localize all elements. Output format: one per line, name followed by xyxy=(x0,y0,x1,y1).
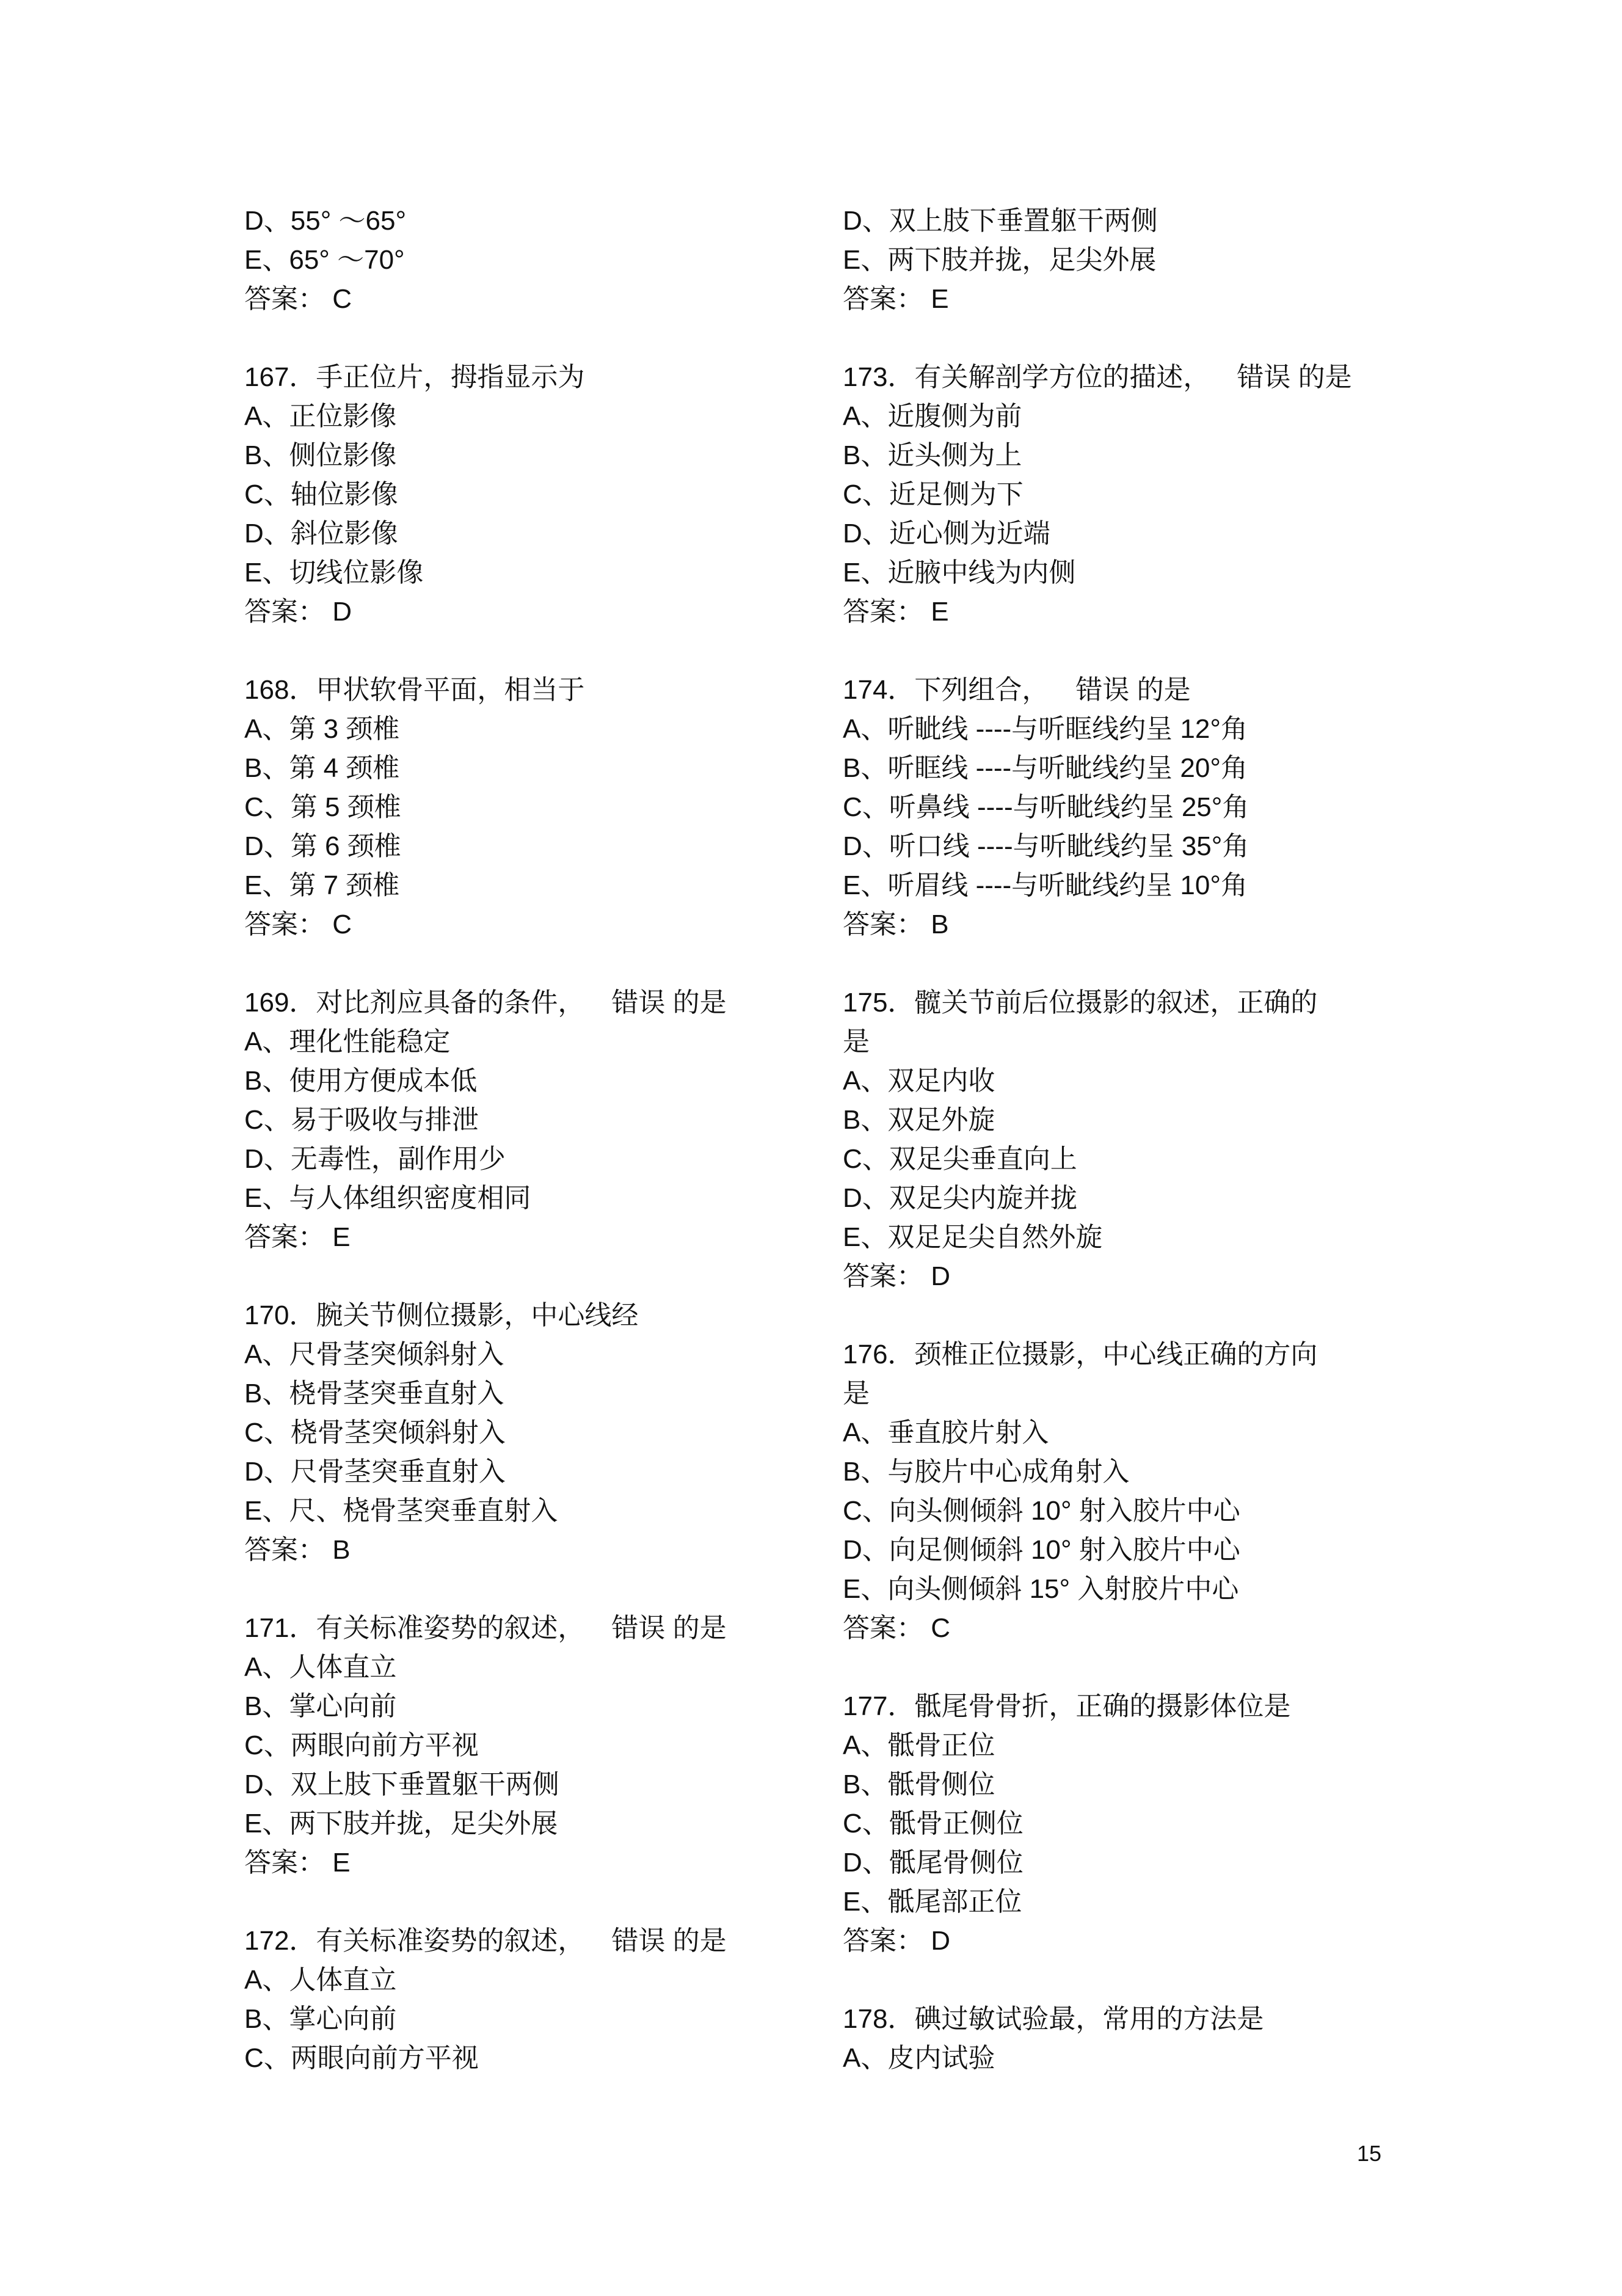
option-a: A、骶骨正位 xyxy=(843,1730,995,1760)
option-c: C、骶骨正侧位 xyxy=(843,1809,1024,1839)
option-a: A、正位影像 xyxy=(244,401,397,431)
option-d: D、双上肢下垂置躯干两侧 xyxy=(244,1769,559,1799)
question-stem xyxy=(843,1335,1392,1374)
option-c: C、易于吸收与排泄 xyxy=(244,1105,479,1135)
question-stem xyxy=(244,1609,812,1648)
option-c: C、桡骨茎突倾斜射入 xyxy=(244,1418,506,1448)
question-text: 骶尾骨骨折，正确的摄影体位是 xyxy=(914,1691,1291,1721)
option-d: D、55° ～65° xyxy=(244,206,407,236)
question-emphasis: 错误 的是 xyxy=(611,988,727,1018)
question-number: 172． xyxy=(244,1926,316,1956)
option-e: E、尺、桡骨茎突垂直射入 xyxy=(244,1496,558,1526)
option-a: A、尺骨茎突倾斜射入 xyxy=(244,1339,504,1369)
answer: 答案： D xyxy=(843,1261,950,1291)
page-number: 15 xyxy=(1357,2141,1382,2166)
option-d: D、第 6 颈椎 xyxy=(244,831,401,861)
question-number: 171． xyxy=(244,1613,316,1643)
question-text: 下列组合， xyxy=(914,675,1049,705)
question-number: 175． xyxy=(843,988,915,1018)
option-b: B、掌心向前 xyxy=(244,2004,397,2034)
question-text: 碘过敏试验最，常用的方法是 xyxy=(914,2004,1264,2034)
question-text: 手正位片，拇指显示为 xyxy=(316,362,585,392)
option-a: A、双足内收 xyxy=(843,1066,995,1096)
option-b: B、双足外旋 xyxy=(843,1105,995,1135)
answer: 答案： E xyxy=(244,1848,351,1878)
option-d: D、近心侧为近端 xyxy=(843,519,1050,548)
option-e: E、第 7 颈椎 xyxy=(244,870,400,900)
question-text: 有关标准姿势的叙述， xyxy=(316,1926,585,1956)
option-e: E、65° ～70° xyxy=(244,245,405,275)
option-c: C、近足侧为下 xyxy=(843,479,1024,509)
question-text: 腕关节侧位摄影，中心线经 xyxy=(316,1300,639,1330)
question-number: 177． xyxy=(843,1691,915,1721)
question-emphasis: 错误 的是 xyxy=(611,1613,727,1643)
option-b: B、使用方便成本低 xyxy=(244,1066,478,1096)
option-c: C、两眼向前方平视 xyxy=(244,1730,479,1760)
question-text: 髋关节前后位摄影的叙述，正确的 xyxy=(914,988,1318,1018)
option-e: E、听眉线 ----与听眦线约呈 10°角 xyxy=(843,870,1248,900)
question-172 xyxy=(244,1922,812,2078)
option-d: D、尺骨茎突垂直射入 xyxy=(244,1457,506,1487)
option-a: A、听眦线 ----与听眶线约呈 12°角 xyxy=(843,714,1248,744)
option-d: D、斜位影像 xyxy=(244,519,398,548)
question-number: 178． xyxy=(843,2004,915,2034)
answer: 答案： B xyxy=(843,909,949,939)
option-b: B、与胶片中心成角射入 xyxy=(843,1457,1130,1487)
option-e: E、骶尾部正位 xyxy=(843,1887,1022,1917)
question-emphasis: 错误 的是 xyxy=(1237,362,1352,392)
option-e: E、近腋中线为内侧 xyxy=(843,558,1076,588)
question-continuation xyxy=(244,202,812,319)
option-c: C、双足尖垂直向上 xyxy=(843,1144,1077,1174)
answer: 答案： E xyxy=(843,284,949,314)
option-a: A、人体直立 xyxy=(244,1965,397,1995)
question-174 xyxy=(843,671,1392,944)
option-a: A、近腹侧为前 xyxy=(843,401,1022,431)
answer: 答案： C xyxy=(843,1613,950,1643)
question-176 xyxy=(843,1335,1392,1648)
question-number: 169． xyxy=(244,988,316,1018)
option-d: D、向足侧倾斜 10° 射入胶片中心 xyxy=(843,1535,1240,1565)
option-e: E、与人体组织密度相同 xyxy=(244,1183,531,1213)
question-173 xyxy=(843,358,1392,632)
question-169 xyxy=(244,983,812,1257)
option-d: D、骶尾骨侧位 xyxy=(843,1848,1024,1878)
answer: 答案： E xyxy=(843,597,949,627)
option-d: D、无毒性，副作用少 xyxy=(244,1144,506,1174)
option-a: A、第 3 颈椎 xyxy=(244,714,400,744)
question-stem xyxy=(244,1296,812,1335)
option-a: A、垂直胶片射入 xyxy=(843,1418,1049,1448)
option-e: E、切线位影像 xyxy=(244,558,424,588)
option-c: C、第 5 颈椎 xyxy=(244,792,401,822)
question-167 xyxy=(244,358,812,632)
option-d: D、听口线 ----与听眦线约呈 35°角 xyxy=(843,831,1249,861)
question-stem xyxy=(244,358,812,397)
option-a: A、人体直立 xyxy=(244,1652,397,1682)
question-emphasis: 错误 的是 xyxy=(611,1926,727,1956)
option-a: A、理化性能稳定 xyxy=(244,1027,451,1057)
option-a: A、皮内试验 xyxy=(843,2043,995,2073)
question-170 xyxy=(244,1296,812,1570)
right-column xyxy=(843,202,1392,2078)
question-168 xyxy=(244,671,812,944)
question-177 xyxy=(843,1687,1392,1961)
question-number: 173． xyxy=(843,362,915,392)
question-stem-continued: 是 xyxy=(843,1379,870,1409)
question-stem xyxy=(244,983,812,1022)
question-number: 167． xyxy=(244,362,316,392)
question-text: 有关解剖学方位的描述， xyxy=(914,362,1210,392)
question-text: 颈椎正位摄影，中心线正确的方向 xyxy=(914,1339,1318,1369)
question-continuation xyxy=(843,202,1392,319)
question-text: 甲状软骨平面，相当于 xyxy=(316,675,585,705)
question-number: 174． xyxy=(843,675,915,705)
option-e: E、两下肢并拢，足尖外展 xyxy=(244,1809,558,1839)
option-c: C、两眼向前方平视 xyxy=(244,2043,479,2073)
question-stem xyxy=(843,983,1392,1022)
option-b: B、掌心向前 xyxy=(244,1691,397,1721)
question-emphasis: 错误 的是 xyxy=(1075,675,1191,705)
left-column xyxy=(244,202,812,2078)
question-stem xyxy=(843,358,1392,397)
option-d: D、双足尖内旋并拢 xyxy=(843,1183,1077,1213)
option-d: D、双上肢下垂置躯干两侧 xyxy=(843,206,1158,236)
option-b: B、侧位影像 xyxy=(244,440,397,470)
option-b: B、近头侧为上 xyxy=(843,440,1022,470)
answer: 答案： C xyxy=(244,909,352,939)
option-e: E、双足足尖自然外旋 xyxy=(843,1222,1103,1252)
option-c: C、向头侧倾斜 10° 射入胶片中心 xyxy=(843,1496,1240,1526)
question-stem xyxy=(843,671,1392,710)
question-175 xyxy=(843,983,1392,1296)
answer: 答案： D xyxy=(244,597,352,627)
option-b: B、桡骨茎突垂直射入 xyxy=(244,1379,504,1409)
answer: 答案： C xyxy=(244,284,352,314)
question-text: 对比剂应具备的条件， xyxy=(316,988,585,1018)
option-b: B、骶骨侧位 xyxy=(843,1769,995,1799)
question-stem xyxy=(244,671,812,710)
answer: 答案： B xyxy=(244,1535,351,1565)
question-number: 176． xyxy=(843,1339,915,1369)
question-171 xyxy=(244,1609,812,1882)
question-number: 168． xyxy=(244,675,316,705)
option-e: E、向头侧倾斜 15° 入射胶片中心 xyxy=(843,1574,1239,1604)
question-stem xyxy=(843,2000,1392,2039)
option-b: B、第 4 颈椎 xyxy=(244,753,400,783)
answer: 答案： D xyxy=(843,1926,950,1956)
option-c: C、听鼻线 ----与听眦线约呈 25°角 xyxy=(843,792,1249,822)
answer: 答案： E xyxy=(244,1222,351,1252)
option-c: C、轴位影像 xyxy=(244,479,398,509)
option-e: E、两下肢并拢，足尖外展 xyxy=(843,245,1157,275)
option-b: B、听眶线 ----与听眦线约呈 20°角 xyxy=(843,753,1248,783)
question-stem-continued: 是 xyxy=(843,1027,870,1057)
question-178 xyxy=(843,2000,1392,2078)
question-stem xyxy=(244,1922,812,1961)
question-text: 有关标准姿势的叙述， xyxy=(316,1613,585,1643)
question-number: 170． xyxy=(244,1300,316,1330)
question-stem xyxy=(843,1687,1392,1726)
